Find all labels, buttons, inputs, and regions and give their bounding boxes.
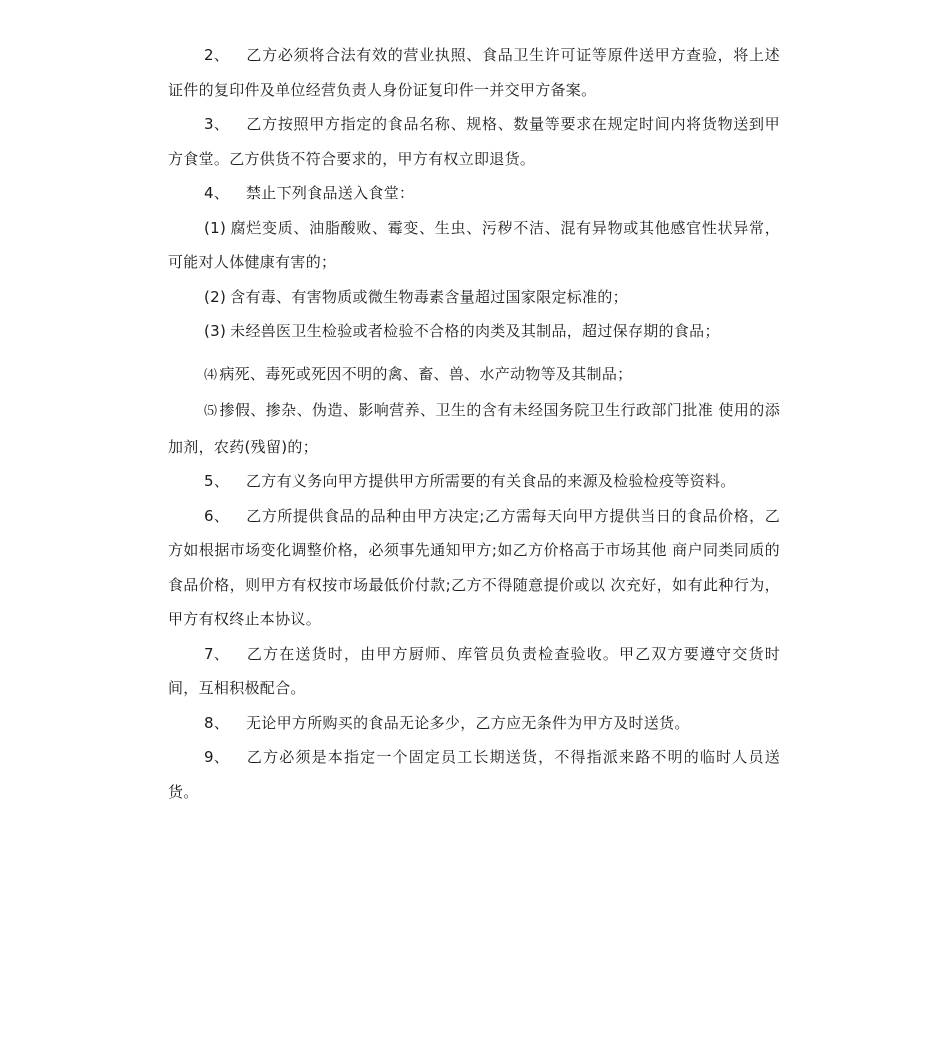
clause-text: 乙方按照甲方指定的食品名称、规格、数量等要求在规定时间内将货物送到甲方食堂。乙方供货不符合要求的，甲方有权立即退货。 [168, 115, 780, 168]
clause-4 [168, 176, 780, 211]
subclause-number: (2) [204, 287, 227, 306]
clause-5 [168, 464, 780, 499]
clause-number: 4、 [204, 184, 230, 202]
clause-3 [168, 107, 780, 176]
clause-text: 乙方必须将合法有效的营业执照、食品卫生许可证等原件送甲方查验，将上述证件的复印件及单位经营负责人身份证复印件一并交甲方备案。 [168, 46, 780, 99]
clause-number: 9、 [204, 748, 230, 766]
subclause-2 [168, 280, 780, 315]
subclause-3 [168, 314, 780, 349]
subclause-number: ⑸ [204, 404, 218, 419]
clause-text: 禁止下列食品送入食堂： [246, 184, 415, 202]
clause-9 [168, 740, 780, 809]
clause-text: 乙方有义务向甲方提供甲方所需要的有关食品的来源及检验检疫等资料。 [246, 472, 736, 490]
subclause-1 [168, 211, 780, 280]
clause-number: 5、 [204, 472, 230, 490]
clause-2 [168, 38, 780, 107]
subclause-text: 病死、毒死或死因不明的禽、畜、兽、水产动物等及其制品； [219, 364, 633, 383]
clause-number: 8、 [204, 713, 230, 732]
subclause-5 [168, 393, 780, 464]
subclause-4 [168, 357, 780, 394]
document-body [168, 38, 780, 809]
clause-text: 乙方在送货时，由甲方厨师、库管员负责检查验收。甲乙双方要遵守交货时间，互相积极配合。 [168, 644, 780, 697]
subclause-text: 掺假、掺杂、伪造、影响营养、卫生的含有未经国务院卫生行政部门批准 使用的添加剂，农药(残留)的； [168, 401, 780, 456]
clause-7 [168, 637, 780, 706]
subclause-text: 含有毒、有害物质或微生物毒素含量超过国家限定标准的； [230, 287, 628, 306]
subclause-text: 腐烂变质、油脂酸败、霉变、生虫、污秽不洁、混有异物或其他感官性状异常，可能对人体健康有害的； [168, 218, 780, 271]
clause-6 [168, 499, 780, 637]
subclause-number: ⑷ [204, 367, 218, 383]
subclause-text: 未经兽医卫生检验或者检验不合格的肉类及其制品，超过保存期的食品； [230, 322, 720, 340]
clause-number: 3、 [204, 115, 230, 133]
clause-number: 2、 [204, 46, 230, 64]
subclause-number: (1) [204, 218, 227, 237]
clause-8 [168, 706, 780, 741]
clause-number: 6、 [204, 506, 230, 525]
spacer [168, 349, 780, 357]
clause-text: 乙方必须是本指定一个固定员工长期送货，不得指派来路不明的临时人员送货。 [168, 748, 780, 801]
subclause-number: (3) [204, 322, 227, 340]
clause-number: 7、 [204, 644, 230, 663]
clause-text: 无论甲方所购买的食品无论多少，乙方应无条件为甲方及时送货。 [246, 713, 690, 732]
clause-text: 乙方所提供食品的品种由甲方决定;乙方需每天向甲方提供当日的食品价格，乙方如根据市场变化调整价格，必须事先通知甲方;如乙方价格高于市场其他 商户同类同质的食品价格，则甲方有权按市场最低价付款;乙方不得随意提价或以 次充好，如有此种行为，甲方有权终止本协议。 [168, 506, 780, 628]
